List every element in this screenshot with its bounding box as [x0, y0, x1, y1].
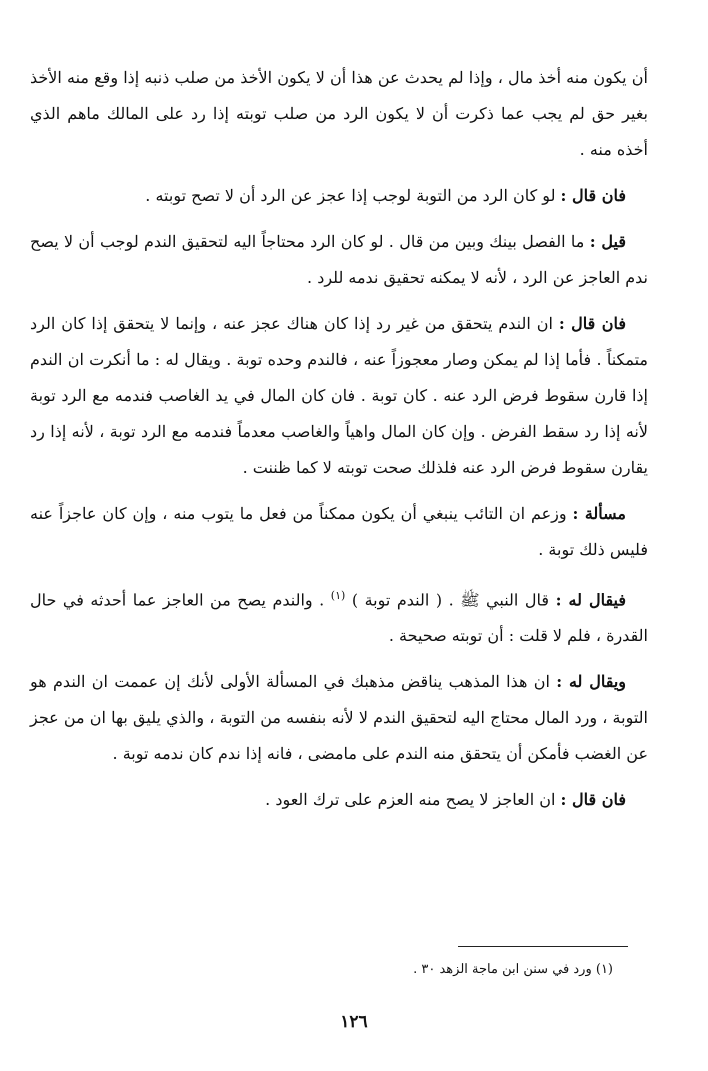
paragraph-1 [30, 60, 648, 168]
paragraph-lead: فان قال : [560, 186, 626, 205]
paragraph-3 [30, 224, 648, 296]
paragraph-text: ان العاجز لا يصح منه العزم على ترك العود . [265, 790, 556, 810]
paragraph-text: قال النبي ﷺ . ( الندم توبة ) [351, 590, 550, 610]
paragraph-text: وزعم ان التائب ينبغي أن يكون ممكناً من فعل ما يتوب منه ، وإن كان عاجزاً عنه فليس ذلك توبة . [30, 504, 648, 559]
paragraph-8 [30, 782, 648, 818]
paragraph-2 [30, 178, 648, 214]
paragraph-lead: فان قال : [560, 790, 626, 810]
paragraph-lead: فيقال له : [555, 590, 627, 610]
paragraph-6 [30, 578, 648, 654]
page-number: ١٢٦ [340, 1012, 368, 1032]
paragraph-lead: ويقال له : [556, 672, 626, 692]
paragraph-5 [30, 496, 648, 568]
footnote: (١) ورد في سنن ابن ماجة الزهد ٣٠ . [413, 962, 613, 977]
paragraph-7 [30, 664, 648, 772]
paragraph-text: ان هذا المذهب يناقض مذهبك في المسألة الأولى لأنك إن عممت ان الندم هو التوبة ، ورد المال محتاج اليه لتحقيق الندم لا لأنه بنفسه من التوبة ، والذي يليق بها ان من عجز عن الغضب فأمكن أن يتحقق منه الندم على مامضى ، فانه إذا ندم كان ندمه توبة . [30, 672, 648, 764]
paragraph-lead: مسألة : [572, 504, 626, 523]
page-body [30, 60, 648, 828]
paragraph-text: أن يكون منه أخذ مال ، وإذا لم يحدث عن هذا أن لا يكون الأخذ من صلب ذنبه إذا وقع منه الأخذ بغير حق لم يجب عما ذكرت أن لا يكون الرد من صلب توبته إذا رد على المالك ماهم الذي أخذه منه . [30, 68, 648, 159]
paragraph-tail: . والندم يصح من العاجز عما أحدثه في حال القدرة ، فلم لا قلت : أن توبته صحيحة . [30, 590, 648, 646]
paragraph-text: ان الندم يتحقق من غير رد إذا كان هناك عجز عنه ، وإنما لا يتحقق إذا كان الرد متمكناً . فأما إذا لم يمكن وصار معجوزاً عنه ، فالندم وحده توبة . ويقال له : ما أنكرت ان الندم إذا قارن سقوط فرض الرد عنه . كان توبة . فان كان المال في يد الغاصب فندمه مع الرد توبة لأنه إذا رد سقط الفرض . وإن كان المال واهياً والغاصب معدماً فندمه مع الرد توبة ، لأنه إذا رد يقارن سقوط فرض الرد عنه فلذلك صحت توبته لا كما ظننت . [30, 314, 648, 477]
paragraph-lead: فان قال : [558, 314, 627, 333]
paragraph-lead: قيل : [589, 232, 626, 251]
footnote-divider [458, 946, 628, 947]
paragraph-4 [30, 306, 648, 486]
paragraph-text: ما الفصل بينك وبين من قال . لو كان الرد محتاجاً اليه لتحقيق الندم لوجب أن لا يصح ندم العاجز عن الرد ، لأنه لا يمكنه تحقيق ندمه للرد . [30, 232, 648, 287]
paragraph-text: لو كان الرد من التوبة لوجب إذا عجز عن الرد أن لا تصح توبته . [145, 186, 556, 205]
footnote-marker: (١) [330, 589, 346, 602]
